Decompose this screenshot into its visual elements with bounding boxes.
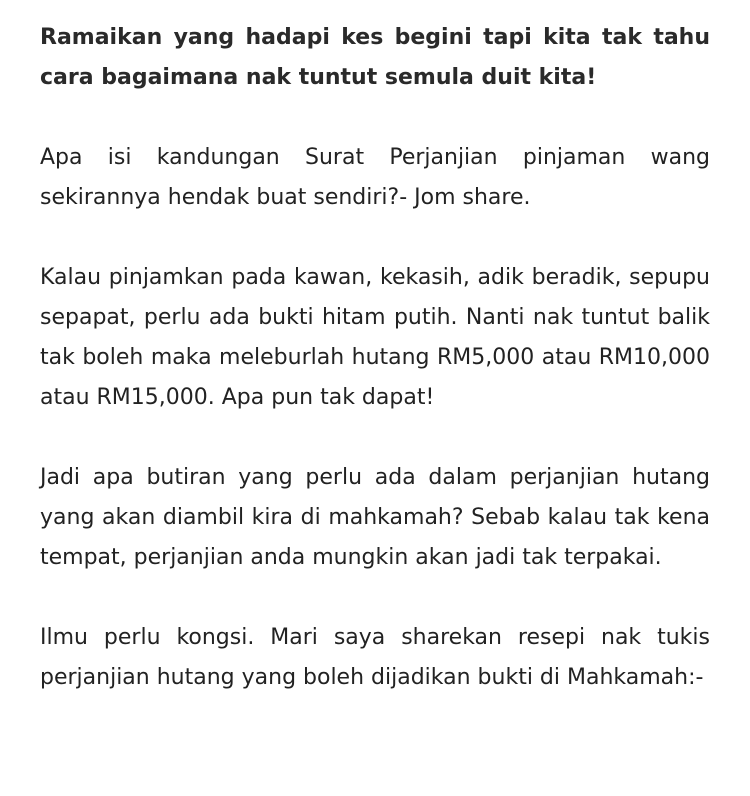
heading-paragraph: Ramaikan yang hadapi kes begini tapi kita tak tahu cara bagaimana nak tuntut semula duit kita! — [40, 25, 710, 90]
question-paragraph: Apa isi kandungan Surat Perjanjian pinjaman wang sekirannya hendak buat sendiri?- Jom share. — [40, 145, 710, 210]
paragraph-spacer — [40, 218, 710, 258]
paragraph-spacer — [40, 98, 710, 138]
share-paragraph: Ilmu perlu kongsi. Mari saya sharekan resepi nak tukis perjanjian hutang yang boleh dijadikan bukti di Mahkamah:- — [40, 625, 710, 690]
lending-paragraph: Kalau pinjamkan pada kawan, kekasih, adik beradik, sepupu sepapat, perlu ada bukti hitam putih. Nanti nak tuntut balik tak boleh maka meleburlah hutang RM5,000 atau RM10,000 atau RM15,000. Apa pun tak dapat! — [40, 265, 710, 410]
paragraph-spacer — [40, 418, 710, 458]
details-paragraph: Jadi apa butiran yang perlu ada dalam perjanjian hutang yang akan diambil kira di mahkamah? Sebab kalau tak kena tempat, perjanjian anda mungkin akan jadi tak terpakai. — [40, 465, 710, 570]
paragraph-spacer — [40, 578, 710, 618]
